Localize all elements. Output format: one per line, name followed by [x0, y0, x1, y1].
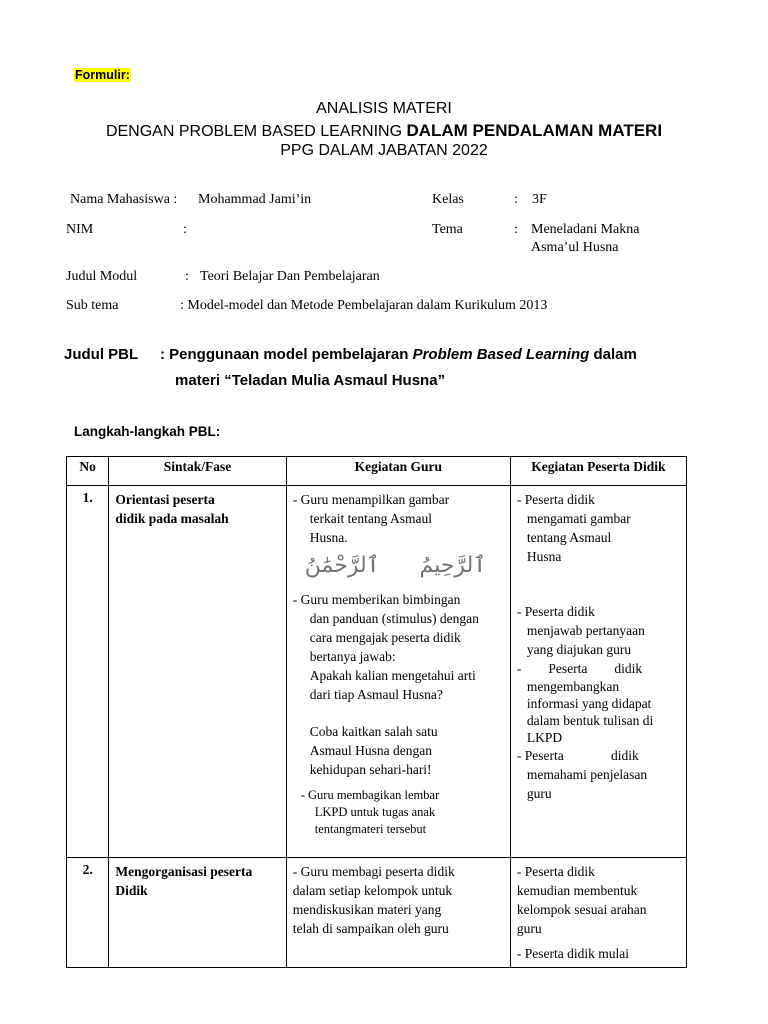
row-1-guru-b-2: dan panduan (stimulus) dengan	[309, 611, 479, 626]
kelas-label: Kelas	[432, 192, 464, 207]
row-1-didik-c-3: informasi yang didapat	[526, 696, 652, 711]
row-2-didik-4: guru	[516, 921, 542, 936]
table-row	[67, 486, 687, 858]
nama-value: Mohammad Jami’in	[198, 192, 312, 207]
row-2-kegiatan-didik	[510, 858, 686, 968]
row-1-guru-c-1: - Guru membagikan lembar	[300, 788, 440, 802]
row-1-guru-b-5: Apakah kalian mengetahui arti	[309, 668, 476, 683]
row-1-fase-line-1: Orientasi peserta	[115, 492, 215, 507]
row-1-didik-c-5: LKPD	[526, 730, 563, 745]
row-1-guru-b-3: cara mengajak peserta didik	[309, 630, 461, 645]
row-2-didik-1: - Peserta didik	[516, 864, 595, 879]
row-1-guru-b-7: Coba kaitkan salah satu	[309, 724, 438, 739]
asmaul-husna-images	[293, 553, 504, 578]
pbl-title-part-a: : Penggunaan model pembelajaran	[160, 346, 413, 363]
row-2-guru-1: - Guru membagi peserta didik	[292, 864, 455, 879]
row-2-guru-2: dalam setiap kelompok untuk	[292, 883, 453, 898]
ar-rahman-calligraphy: ٱلرَّحْمَٰنُ	[304, 553, 380, 578]
tema-separator: :	[514, 222, 518, 237]
row-1-guru-b-9: kehidupan sehari-hari!	[309, 762, 432, 777]
nama-label: Nama Mahasiswa :	[70, 192, 178, 207]
pbl-title-part-c: dalam	[589, 346, 637, 363]
row-1-didik-a-4: Husna	[526, 549, 562, 564]
row-1-guru-b-4: bertanya jawab:	[309, 649, 396, 664]
langkah-label: Langkah-langkah PBL:	[74, 424, 221, 439]
row-1-guru-a-1: - Guru menampilkan gambar	[292, 492, 450, 507]
title-line-3: PPG DALAM JABATAN 2022	[280, 142, 488, 159]
row-1-guru-a-2: terkait tentang Asmaul	[309, 511, 432, 526]
row-2-guru-3: mendiskusikan materi yang	[292, 902, 442, 917]
row-1-fase-line-2: didik pada masalah	[115, 511, 229, 526]
row-1-didik-c-1: - Peserta didik	[516, 661, 643, 676]
row-2-fase-line-2: Didik	[115, 883, 148, 898]
nim-separator: :	[183, 222, 187, 237]
tema-value-line-2: Asma’ul Husna	[531, 240, 619, 255]
row-1-guru-a-3: Husna.	[309, 530, 348, 545]
row-2-didik-3: kelompok sesuai arahan	[516, 902, 647, 917]
pbl-title-line-2: materi “Teladan Mulia Asmaul Husna”	[175, 372, 446, 389]
title-line-2	[0, 121, 768, 141]
pbl-title-part-b: Problem Based Learning	[412, 346, 590, 363]
header-kegiatan-didik: Kegiatan Peserta Didik	[510, 457, 686, 486]
nim-label: NIM	[66, 222, 94, 237]
row-1-kegiatan-guru	[286, 486, 510, 858]
modul-separator: :	[185, 269, 189, 284]
header-kegiatan-guru: Kegiatan Guru	[286, 457, 510, 486]
tema-value-line-1: Meneladani Makna	[531, 222, 640, 237]
subtema-label: Sub tema	[66, 298, 119, 313]
row-1-didik-b-2: menjawab pertanyaan	[526, 623, 645, 638]
subtema-value: : Model-model dan Metode Pembelajaran dalam Kurikulum 2013	[180, 298, 548, 313]
header-sintak: Sintak/Fase	[109, 457, 286, 486]
row-1-guru-c-2: LKPD untuk tugas anak	[314, 805, 436, 819]
ar-rahim-calligraphy: ٱلرَّحِيمُ	[419, 553, 487, 578]
pbl-steps-table	[66, 456, 687, 968]
row-1-didik-a-3: tentang Asmaul	[526, 530, 612, 545]
row-1-didik-d-1: - Peserta didik	[516, 748, 639, 763]
pbl-title-line-1	[160, 346, 637, 363]
row-1-didik-b-1: - Peserta didik	[516, 604, 595, 619]
pbl-label: Judul PBL	[64, 346, 139, 363]
row-1-kegiatan-didik	[510, 486, 686, 858]
row-2-guru-4: telah di sampaikan oleh guru	[292, 921, 449, 936]
row-2-kegiatan-guru	[286, 858, 510, 968]
row-1-didik-c-2: mengembangkan	[526, 679, 620, 694]
row-1-didik-d-2: memahami penjelasan	[526, 767, 648, 782]
row-1-guru-b-1: - Guru memberikan bimbingan	[292, 592, 461, 607]
row-1-guru-c-3: tentangmateri tersebut	[314, 822, 427, 836]
row-1-didik-d-3: guru	[526, 786, 552, 801]
row-1-didik-b-3: yang diajukan guru	[526, 642, 632, 657]
tema-label: Tema	[432, 222, 463, 237]
row-2-fase	[109, 858, 286, 968]
row-2-didik-5: - Peserta didik mulai	[516, 946, 629, 961]
row-2-didik-2: kemudian membentuk	[516, 883, 638, 898]
title-line-2-part-a: DENGAN PROBLEM BASED LEARNING	[105, 123, 407, 140]
kelas-value: 3F	[532, 192, 547, 207]
row-1-didik-c-4: dalam bentuk tulisan di	[526, 713, 654, 728]
row-2-fase-line-1: Mengorganisasi peserta	[115, 864, 253, 879]
title-line-1: ANALISIS MATERI	[316, 100, 452, 117]
row-1-guru-b-6: dari tiap Asmaul Husna?	[309, 687, 443, 702]
row-1-fase	[109, 486, 286, 858]
modul-label: Judul Modul	[66, 269, 138, 284]
header-no: No	[67, 457, 109, 486]
row-1-didik-a-1: - Peserta didik	[516, 492, 595, 507]
row-1-didik-a-2: mengamati gambar	[526, 511, 631, 526]
kelas-separator: :	[514, 192, 518, 207]
form-label: Formulir:	[75, 68, 130, 82]
modul-value: Teori Belajar Dan Pembelajaran	[200, 269, 380, 284]
row-1-guru-b-8: Asmaul Husna dengan	[309, 743, 432, 758]
title-line-2-part-b: DALAM PENDALAMAN MATERI	[406, 121, 663, 140]
row-2-no: 2.	[67, 858, 109, 968]
table-header-row	[67, 457, 687, 486]
table-row	[67, 858, 687, 968]
row-1-no: 1.	[67, 486, 109, 858]
